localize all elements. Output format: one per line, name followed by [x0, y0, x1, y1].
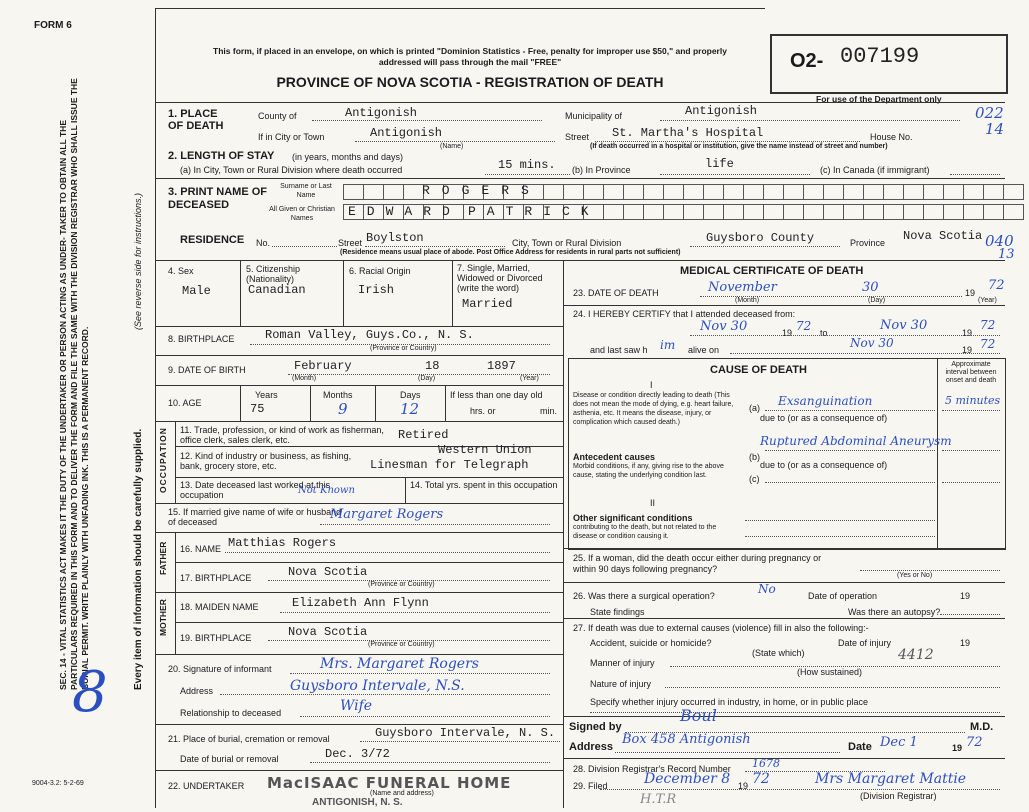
last-saw-date: Nov 30	[850, 336, 894, 350]
father-name-label: 16. NAME	[180, 544, 222, 554]
dod-month-hint: (Month)	[735, 297, 760, 304]
doctor-signature: Boul	[680, 706, 717, 725]
cause-a-interval: 5 minutes	[945, 394, 1001, 407]
mother-birthplace-label: 19. BIRTHPLACE	[180, 633, 252, 643]
attended-to: Nov 30	[880, 318, 928, 333]
age-years-label: Years	[255, 390, 278, 400]
dob-year-hint: (Year)	[520, 375, 539, 382]
registrar-hint: (Division Registrar)	[860, 791, 937, 801]
external-causes-label: 27. If death was due to external causes (violence) fill in also the following:-	[573, 623, 869, 633]
every-item-note: Every item of information should be carefully supplied.	[133, 428, 144, 690]
citizenship-value: Canadian	[248, 283, 306, 297]
dept-use-note: For use of the Department only	[816, 94, 942, 104]
mother-birthplace-hint: (Province or Country)	[368, 641, 435, 648]
residence-label: RESIDENCE	[180, 234, 245, 246]
operation-century: 19	[960, 591, 971, 601]
antecedent-desc: Morbid conditions, if any, giving rise to the above cause, stating the underlying condition last.	[573, 463, 724, 479]
md-label: M.D.	[970, 721, 994, 733]
attended-to-label: to	[820, 328, 828, 338]
racial-value: Irish	[358, 283, 395, 297]
reference-number: 4412	[898, 647, 934, 663]
residence-city-value: Guysboro County	[706, 231, 815, 245]
handwritten-mark: 8	[72, 660, 108, 725]
filed-year: 72	[752, 771, 770, 787]
residence-city-label: City, Town or Rural Division	[512, 238, 622, 248]
cause-b-value: Ruptured Abdominal Aneurysm	[760, 434, 952, 448]
autopsy-label: Was there an autopsy?	[848, 607, 941, 617]
dob-day-hint: (Day)	[418, 375, 436, 382]
registrar-name: Mrs Margaret Mattie	[815, 771, 967, 787]
industry-value-1: Western Union	[438, 443, 532, 457]
father-birthplace-hint: (Province or Country)	[368, 581, 435, 588]
legal-warning: SEC. 14 - VITAL STATISTICS ACT MAKES IT THE DUTY OF THE UNDERTAKER OR PERSON ACTING AS UNDER- TAKER TO OBTAIN ALL THE PARTICULARS REQUIRED IN THIS FORM AND TO DELIVER THE FORM AND FILE THE SAME WITH THE DIVISION REGISTRAR WHO SHALL ISSUE THE BURIAL PERMIT. WRITE PLAINLY WITH UNFADING INK. THIS IS A PERMANENT RECORD.	[58, 78, 90, 690]
dod-day-hint: (Day)	[868, 297, 886, 304]
age-months: 9	[338, 400, 348, 418]
place-code-2: 14	[985, 120, 1005, 138]
father-name-value: Matthias Rogers	[228, 536, 337, 550]
hospital-note: (If death occurred in a hospital or institution, give the name instead of street and number)	[590, 143, 888, 150]
other-conditions-label: Other significant conditions	[573, 513, 693, 523]
last-worked-label: 13. Date deceased last worked at this occupation	[180, 480, 331, 500]
street-label: Street	[565, 132, 590, 142]
birthplace-hint: (Province or Country)	[370, 345, 437, 352]
informant-signature: Mrs. Margaret Rogers	[320, 656, 479, 672]
municipality-label: Municipality of	[565, 111, 623, 121]
stay-b-label: (b) In Province	[572, 165, 631, 175]
informant-address-label: Address	[180, 686, 214, 696]
dod-year: 72	[988, 278, 1005, 293]
given-name-2: PATRICK	[468, 204, 600, 219]
city-label: If in City or Town	[258, 132, 325, 142]
last-saw-year: 72	[980, 337, 996, 351]
mother-birthplace-value: Nova Scotia	[288, 625, 368, 639]
dob-year: 1897	[487, 359, 516, 373]
undertaker-address: ANTIGONISH, N. S.	[312, 797, 403, 808]
city-value: Antigonish	[370, 126, 443, 140]
county-value: Antigonish	[345, 106, 418, 120]
doctor-address-label: Address	[569, 741, 614, 753]
medical-title: MEDICAL CERTIFICATE OF DEATH	[680, 265, 864, 277]
attended-from-century: 19	[782, 328, 793, 338]
stay-unit: (in years, months and days)	[292, 152, 404, 162]
dod-day: 30	[862, 280, 879, 295]
doctor-address: Box 458 Antigonish	[622, 732, 751, 747]
trade-label: 11. Trade, profession, or kind of work as fisherman, office clerk, sales clerk, etc.	[180, 425, 384, 445]
relationship-value: Wife	[340, 698, 373, 714]
injury-date-label: Date of injury	[838, 638, 892, 648]
sign-century: 19	[952, 743, 963, 753]
given-name-1: EDWARD	[348, 204, 461, 219]
county-label: County of	[258, 111, 297, 121]
age-months-label: Months	[323, 390, 353, 400]
industry-label: 12. Kind of industry or business, as fishing, bank, grocery store, etc.	[180, 451, 352, 471]
attended-from: Nov 30	[700, 319, 748, 334]
reg-number: 007199	[840, 44, 920, 69]
cause-a-label: (a)	[749, 403, 760, 413]
mother-maiden-label: 18. MAIDEN NAME	[180, 602, 259, 612]
hrs-label: hrs. or	[470, 406, 496, 416]
last-saw-label: and last saw h	[590, 345, 648, 355]
dob-month: February	[294, 359, 352, 373]
house-label: House No.	[870, 132, 913, 142]
stay-a-label: (a) In City, Town or Rural Division where death occurred	[180, 165, 403, 175]
state-findings-label: State findings	[590, 607, 645, 617]
disease-label: Disease or condition directly leading to death (This does not mean the mode of dying, e.g. heart failure, asthenia, etc. It means the disease, injury, or complication which caused death.)	[573, 392, 734, 426]
length-of-stay-label: 2. LENGTH OF STAY	[168, 150, 275, 162]
nature-label: Nature of injury	[590, 679, 652, 689]
trade-value: Retired	[398, 428, 449, 442]
given-names-label: All Given or Christian Names	[269, 206, 335, 222]
yes-no-hint: (Yes or No)	[897, 572, 933, 579]
part-1-label: I	[650, 380, 653, 390]
street-value: St. Martha's Hospital	[612, 126, 764, 140]
cause-b-label: (b)	[749, 452, 760, 462]
filed-date: December 8	[644, 771, 731, 787]
age-days-label: Days	[400, 390, 421, 400]
sex-value: Male	[182, 284, 211, 298]
dod-year-hint: (Year)	[978, 297, 997, 304]
dob-month-hint: (Month)	[292, 375, 317, 382]
reverse-note: (See reverse side for instructions.)	[133, 192, 143, 330]
surgery-value: No	[758, 582, 776, 596]
mail-notice: This form, if placed in an envelope, on which is printed "Dominion Statistics - Free, penalty for improper use $50," and properly addressed will pass through the mail "FREE"	[213, 46, 727, 67]
undertaker-label: 22. UNDERTAKER	[168, 781, 245, 791]
certify-label: 24. I HEREBY CERTIFY that I attended deceased from:	[573, 309, 796, 319]
informant-address: Guysboro Intervale, N.S.	[290, 678, 465, 694]
marital-label: 7. Single, Married, Widowed or Divorced (write the word)	[457, 263, 543, 293]
father-birthplace-value: Nova Scotia	[288, 565, 368, 579]
citizenship-label: 5. Citizenship (Nationality)	[246, 264, 301, 284]
residence-note: (Residence means usual place of abode. Post Office Address for residents in rural parts not sufficient)	[340, 249, 681, 256]
state-which-hint: (State which)	[752, 648, 805, 658]
surgery-question: 26. Was there a surgical operation?	[573, 591, 715, 601]
cause-title: CAUSE OF DEATH	[710, 364, 807, 376]
due-to-label-1: due to (or as a consequence of)	[760, 413, 888, 423]
form-number: FORM 6	[34, 20, 72, 31]
cause-c-label: (c)	[749, 474, 760, 484]
residence-province-value: Nova Scotia	[903, 229, 983, 243]
due-to-label-2: due to (or as a consequence of)	[760, 460, 888, 470]
footer-code: 9004-3.2: 5-2-69	[32, 780, 84, 787]
racial-label: 6. Racial Origin	[349, 266, 411, 276]
burial-date-label: Date of burial or removal	[180, 754, 279, 764]
less-than-day-label: If less than one day old	[450, 390, 543, 400]
residence-street-label: Street	[338, 238, 363, 248]
stay-b-value: life	[705, 157, 734, 171]
record-number-label: 28. Division Registrar's Record Number	[573, 764, 731, 774]
sex-label: 4. Sex	[168, 266, 194, 276]
reg-prefix: O2-	[790, 50, 824, 72]
alive-on-label: alive on	[688, 345, 720, 355]
age-years: 75	[250, 402, 265, 416]
last-worked-value: Not Known	[298, 485, 355, 496]
specify-label: Specify whether injury occurred in industry, in home, or in public place	[590, 697, 868, 707]
part-2-label: II	[650, 498, 656, 508]
surname-value: ROGERS	[422, 183, 541, 198]
marital-value: Married	[462, 297, 513, 311]
sign-date-label: Date	[848, 741, 872, 753]
spouse-value: Margaret Rogers	[330, 507, 444, 522]
dod-label: 23. DATE OF DEATH	[573, 288, 659, 298]
relationship-label: Relationship to deceased	[180, 708, 282, 718]
signed-by-label: Signed by	[569, 721, 622, 733]
interval-label: Approximate interval between onset and death	[945, 361, 997, 384]
burial-place-value: Guysboro Intervale, N. S.	[375, 726, 556, 740]
cause-a-value: Exsanguination	[778, 394, 873, 408]
undertaker-hint: (Name and address)	[370, 790, 434, 797]
years-spent-label: 14. Total yrs. spent in this occupation	[410, 480, 558, 490]
sign-year: 72	[966, 735, 983, 750]
injury-century: 19	[960, 638, 971, 648]
stay-c-label: (c) In Canada (if immigrant)	[820, 165, 930, 175]
residence-code-1: 040	[985, 232, 1014, 250]
antecedent-label: Antecedent causes	[573, 452, 656, 462]
father-birthplace-label: 17. BIRTHPLACE	[180, 573, 252, 583]
burial-date-value: Dec. 3/72	[325, 747, 390, 761]
stay-a-value: 15 mins.	[498, 158, 556, 172]
residence-no-label: No.	[256, 238, 271, 248]
last-saw-pronoun: im	[660, 338, 676, 352]
informant-sig-label: 20. Signature of informant	[168, 664, 272, 674]
dob-label: 9. DATE OF BIRTH	[168, 365, 246, 375]
age-days: 12	[400, 400, 420, 418]
surname-label: Surname or Last Name	[280, 183, 332, 199]
last-saw-century: 19	[962, 345, 973, 355]
birthplace-label: 8. BIRTHPLACE	[168, 334, 235, 344]
min-label: min.	[540, 406, 558, 416]
industry-value-2: Linesman for Telegraph	[370, 458, 529, 472]
place-code-1: 022	[975, 104, 1004, 122]
spouse-label: 15. If married give name of wife or husband of deceased	[168, 507, 342, 527]
residence-street-value: Boylston	[366, 231, 424, 245]
mother-side-label: MOTHER	[158, 599, 168, 636]
dod-century: 19	[965, 288, 976, 298]
municipality-value: Antigonish	[685, 104, 758, 118]
city-name-hint: (Name)	[440, 143, 464, 150]
deceased-name-label: 3. PRINT NAME OF DECEASED	[168, 186, 268, 211]
sign-date: Dec 1	[880, 735, 918, 750]
manner-label: Manner of injury	[590, 658, 655, 668]
filed-label: 29. Filed	[573, 781, 608, 791]
occupation-side-label: OCCUPATION	[158, 427, 168, 493]
record-number: 1678	[752, 757, 780, 770]
place-of-death-label: 1. PLACE OF DEATH	[168, 108, 224, 132]
pregnancy-question: 25. If a woman, did the death occur either during pregnancy or within 90 days following pregnancy?	[573, 553, 822, 574]
attended-to-century: 19	[962, 328, 973, 338]
age-label: 10. AGE	[168, 398, 202, 408]
filed-century: 19	[738, 781, 749, 791]
birthplace-value: Roman Valley, Guys.Co., N. S.	[265, 328, 474, 342]
dod-month: November	[708, 280, 777, 295]
operation-date-label: Date of operation	[808, 591, 878, 601]
other-conditions-desc: contributing to the death, but not related to the disease or condition causing it.	[573, 524, 717, 540]
father-side-label: FATHER	[158, 541, 168, 575]
accident-label: Accident, suicide or homicide?	[590, 638, 712, 648]
form-title: PROVINCE OF NOVA SCOTIA - REGISTRATION OF DEATH	[276, 74, 664, 90]
residence-province-label: Province	[850, 238, 886, 248]
registrar-stamp: H.T.R	[640, 792, 677, 807]
burial-place-label: 21. Place of burial, cremation or removal	[168, 734, 330, 744]
residence-code-2: 13	[998, 247, 1015, 262]
dob-day: 18	[425, 359, 440, 373]
how-sustained-hint: (How sustained)	[797, 667, 863, 677]
undertaker-stamp: MacISAAC FUNERAL HOME	[267, 774, 512, 792]
attended-to-year: 72	[980, 318, 996, 332]
attended-from-year: 72	[796, 319, 812, 333]
mother-maiden-value: Elizabeth Ann Flynn	[292, 596, 429, 610]
